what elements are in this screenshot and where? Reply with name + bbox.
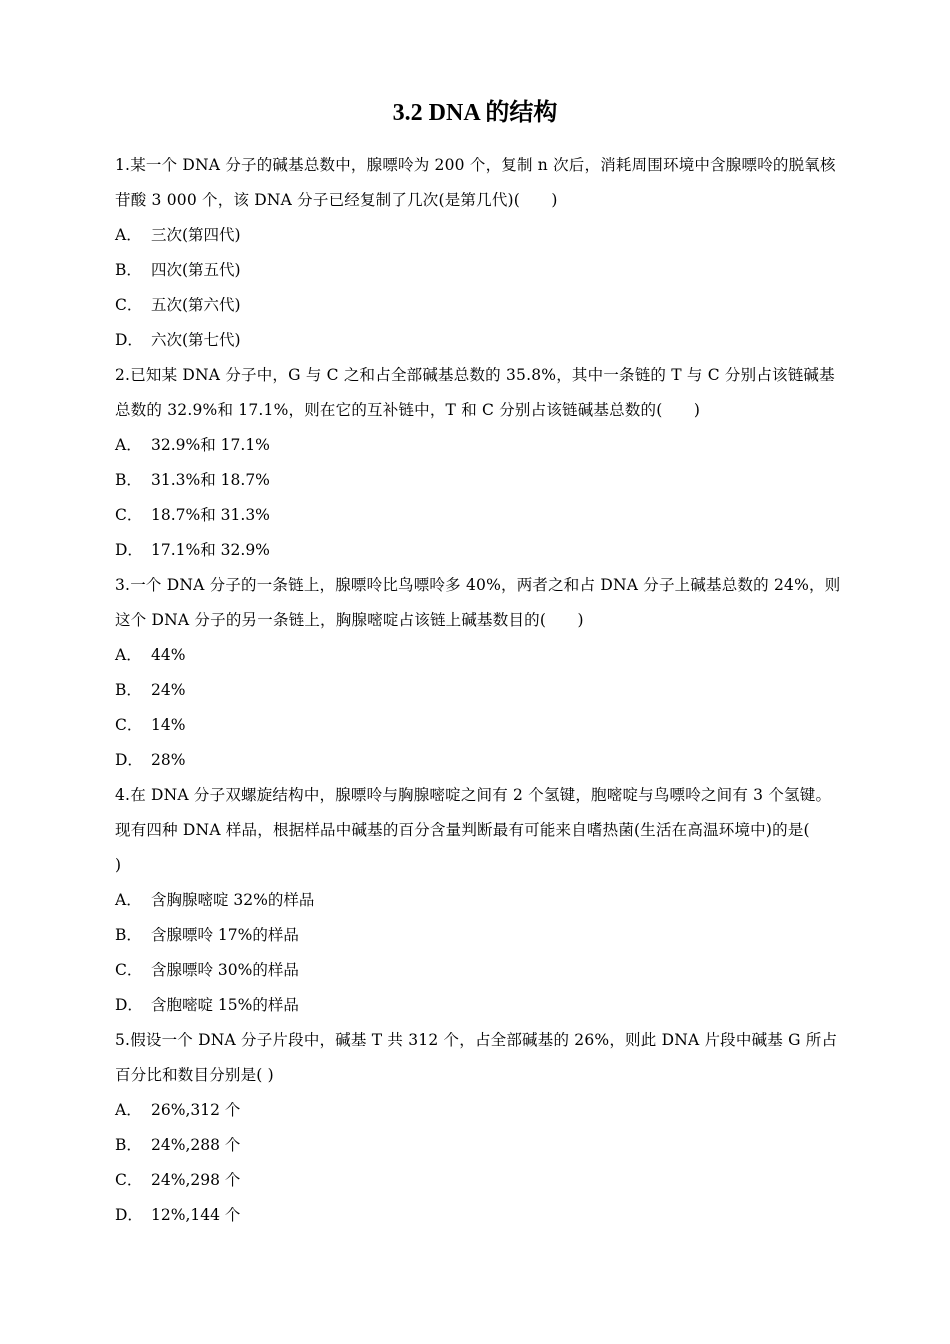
option-letter: B． bbox=[115, 261, 142, 279]
option-text: 四次(第五代) bbox=[151, 261, 241, 279]
option-a bbox=[115, 428, 845, 463]
question-4 bbox=[115, 778, 845, 1023]
option-a bbox=[115, 218, 845, 253]
option-letter: A． bbox=[115, 891, 142, 909]
option-b bbox=[115, 463, 845, 498]
option-letter: D． bbox=[115, 751, 143, 769]
option-d bbox=[115, 323, 845, 358]
page-title: 3.2 DNA 的结构 bbox=[392, 100, 558, 126]
option-a bbox=[115, 1093, 845, 1128]
option-text: 含腺嘌呤 17%的样品 bbox=[151, 926, 299, 944]
option-text: 五次(第六代) bbox=[151, 296, 241, 314]
option-letter: D． bbox=[115, 541, 143, 559]
option-text: 12%,144 个 bbox=[151, 1206, 241, 1224]
option-b bbox=[115, 673, 845, 708]
option-c bbox=[115, 288, 845, 323]
option-letter: C． bbox=[115, 296, 143, 314]
question-list bbox=[115, 148, 845, 1233]
option-letter: B． bbox=[115, 1136, 142, 1154]
option-letter: A． bbox=[115, 646, 142, 664]
option-letter: B． bbox=[115, 471, 142, 489]
option-text: 24%,288 个 bbox=[151, 1136, 241, 1154]
option-d bbox=[115, 988, 845, 1023]
option-text: 32.9%和 17.1% bbox=[151, 436, 270, 454]
option-a bbox=[115, 638, 845, 673]
option-text: 26%,312 个 bbox=[151, 1101, 241, 1119]
question-5 bbox=[115, 1023, 845, 1233]
option-letter: C． bbox=[115, 1171, 143, 1189]
option-text: 31.3%和 18.7% bbox=[151, 471, 270, 489]
option-c bbox=[115, 498, 845, 533]
option-text: 24% bbox=[151, 681, 186, 699]
option-letter: A． bbox=[115, 1101, 142, 1119]
option-letter: A． bbox=[115, 226, 142, 244]
question-3 bbox=[115, 568, 845, 778]
option-text: 28% bbox=[151, 751, 186, 769]
question-stem: 4.在 DNA 分子双螺旋结构中，腺嘌呤与胸腺嘧啶之间有 2 个氢键，胞嘧啶与鸟嘌呤之间有 3 个氢键。现有四种 DNA 样品，根据样品中碱基的百分含量判断最有可能来自嗜热菌(生活在高温环境中)的是( ) bbox=[115, 786, 842, 874]
question-1 bbox=[115, 148, 845, 358]
option-letter: D． bbox=[115, 996, 143, 1014]
option-c bbox=[115, 1163, 845, 1198]
option-text: 六次(第七代) bbox=[151, 331, 241, 349]
option-text: 24%,298 个 bbox=[151, 1171, 241, 1189]
option-letter: D． bbox=[115, 331, 143, 349]
option-b bbox=[115, 1128, 845, 1163]
option-letter: B． bbox=[115, 681, 142, 699]
option-a bbox=[115, 883, 845, 918]
option-c bbox=[115, 953, 845, 988]
option-b bbox=[115, 253, 845, 288]
option-letter: D． bbox=[115, 1206, 143, 1224]
question-2 bbox=[115, 358, 845, 568]
option-d bbox=[115, 743, 845, 778]
option-text: 含胞嘧啶 15%的样品 bbox=[151, 996, 299, 1014]
option-text: 含腺嘌呤 30%的样品 bbox=[151, 961, 299, 979]
question-stem: 1.某一个 DNA 分子的碱基总数中，腺嘌呤为 200 个，复制 n 次后，消耗周围环境中含腺嘌呤的脱氧核苷酸 3 000 个，该 DNA 分子已经复制了几次(是第几代)( ) bbox=[115, 156, 836, 209]
option-text: 14% bbox=[151, 716, 186, 734]
option-d bbox=[115, 533, 845, 568]
option-letter: C． bbox=[115, 961, 143, 979]
option-c bbox=[115, 708, 845, 743]
question-stem: 3.一个 DNA 分子的一条链上，腺嘌呤比鸟嘌呤多 40%，两者之和占 DNA 分子上碱基总数的 24%，则这个 DNA 分子的另一条链上，胸腺嘧啶占该链上碱基数目的( ) bbox=[115, 576, 841, 629]
option-letter: C． bbox=[115, 716, 143, 734]
question-stem: 5.假设一个 DNA 分子片段中，碱基 T 共 312 个，占全部碱基的 26%，则此 DNA 片段中碱基 G 所占百分比和数目分别是( ) bbox=[115, 1031, 838, 1084]
option-letter: C． bbox=[115, 506, 143, 524]
option-text: 18.7%和 31.3% bbox=[151, 506, 270, 524]
option-text: 三次(第四代) bbox=[151, 226, 241, 244]
option-d bbox=[115, 1198, 845, 1233]
question-stem: 2.已知某 DNA 分子中，G 与 C 之和占全部碱基总数的 35.8%，其中一条链的 T 与 C 分别占该链碱基总数的 32.9%和 17.1%，则在它的互补链中，T 和 C 分别占该链碱基总数的( ) bbox=[115, 366, 835, 419]
option-text: 44% bbox=[151, 646, 186, 664]
option-text: 含胸腺嘧啶 32%的样品 bbox=[151, 891, 315, 909]
option-letter: A． bbox=[115, 436, 142, 454]
option-b bbox=[115, 918, 845, 953]
option-text: 17.1%和 32.9% bbox=[151, 541, 270, 559]
option-letter: B． bbox=[115, 926, 142, 944]
